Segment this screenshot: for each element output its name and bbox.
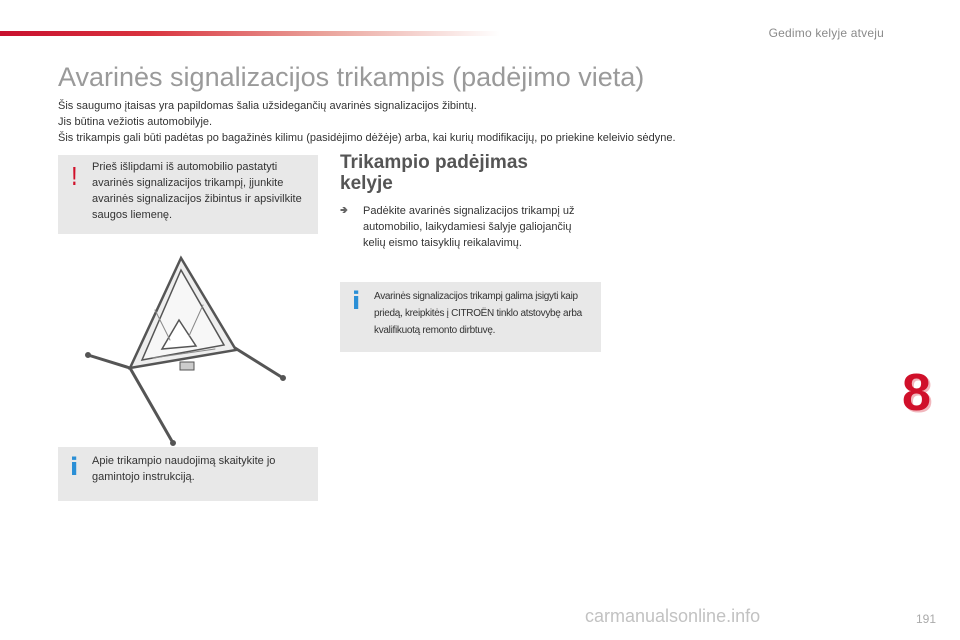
- info-icon: i: [70, 453, 79, 481]
- warning-triangle-illustration: [75, 250, 295, 450]
- intro-line: Šis trikampis gali būti padėtas po bagažinės kilimu (pasidėjimo dėžėje) arba, kai kurių modifikacijų, po priekine keleivio sėdyne.: [58, 132, 676, 144]
- header-accent-bar: [0, 31, 500, 36]
- intro-text: [58, 98, 918, 146]
- info-box-purchase: [340, 282, 601, 352]
- chapter-number: 8: [902, 364, 931, 422]
- intro-line: Šis saugumo įtaisas yra papildomas šalia užsidegančių avarinės signalizacijos žibintų.: [58, 100, 477, 112]
- info-text: Avarinės signalizacijos trikampį galima įsigyti kaip priedą, kreipkitės į CITROËN tinklo atstovybę arba kvalifikuotą remonto dirbtuvę.: [374, 291, 582, 336]
- section-title: Gedimo kelyje atveju: [768, 26, 884, 40]
- warning-text: Prieš išlipdami iš automobilio pastatyti avarinės signalizacijos trikampį, įjunkite avarinės signalizacijos žibintus ir apsivilkite saugos liemenę.: [92, 161, 302, 221]
- intro-line: Jis būtina vežiotis automobilyje.: [58, 116, 213, 128]
- page-title: Avarinės signalizacijos trikampis (padėjimo vieta): [58, 62, 645, 92]
- watermark: carmanualsonline.info: [585, 606, 761, 626]
- info-box-instructions: [58, 447, 318, 501]
- page-number: 191: [915, 612, 936, 626]
- info-text: Apie trikampio naudojimą skaitykite jo gamintojo instrukciją.: [92, 455, 276, 483]
- info-icon: i: [352, 287, 361, 315]
- bullet-text: Padėkite avarinės signalizacijos trikampį už automobilio, laikydamiesi šalyje galiojančių kelių eismo taisyklių reikalavimų.: [363, 205, 575, 249]
- subsection-title: Trikampio padėjimas kelyje: [340, 152, 528, 194]
- bullet-arrow-icon: 🢂: [340, 205, 349, 216]
- exclamation-icon: !: [71, 161, 77, 191]
- warning-box: [58, 155, 318, 234]
